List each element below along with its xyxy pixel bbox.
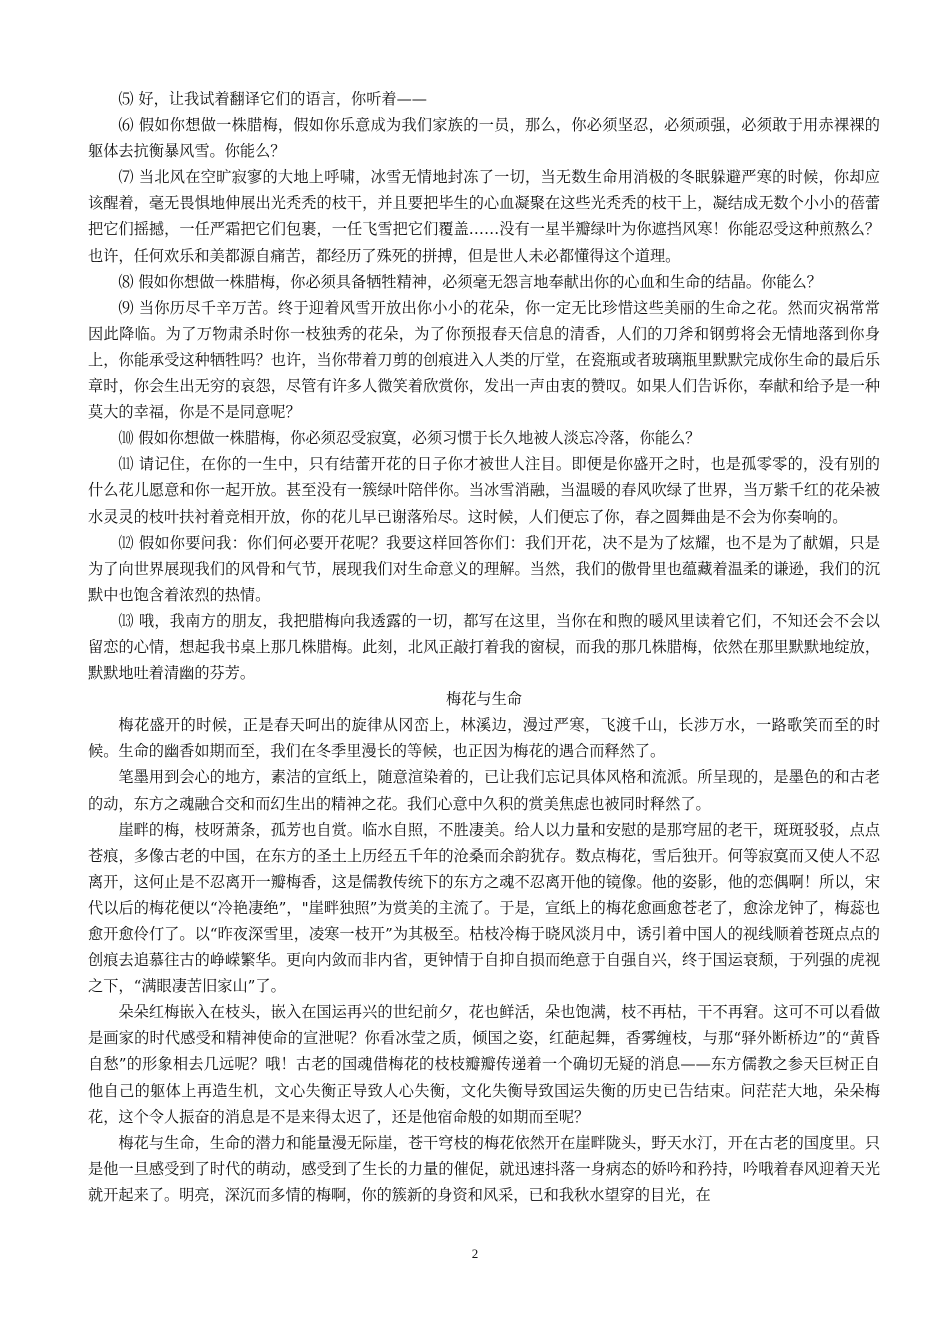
paragraph-7: ⑺ 当北风在空旷寂寥的大地上呼啸，冰雪无情地封冻了一切，当无数生命用消极的冬眠躲避严寒的时候，你却应该醒着，毫无畏惧地伸展出光秃秃的枝干，并且要把毕生的心血凝聚在这些光秃秃的枝干上，凝结成无数个小小的蓓蕾把它们摇撼，一任严霜把它们包裹，一任飞雪把它们覆盖……没有一星半瓣绿叶为你遮挡风寒！你能忍受这种煎熬么？也许，任何欢乐和美都源自痛苦，都经历了殊死的拼搏，但是世人未必都懂得这个道理。 [88, 168, 880, 265]
essay-paragraph-3: 崖畔的梅，枝呀萧条，孤芳也自赏。临水自照，不胜凄美。给人以力量和安慰的是那穹屈的老干，斑斑驳驳，点点苍痕，多像古老的中国，在东方的圣土上历经五千年的沧桑而余韵犹存。数点梅花，雪后独开。何等寂寞而又使人不忍离开，这何止是不忍离开一瓣梅香，这是儒教传统下的东方之魂不忍离开他的镜像。他的姿影，他的恋偶啊！所以，宋代以后的梅花便以“冷艳凄绝”，"崖畔独照”为赏美的主流了。于是，宣纸上的梅花愈画愈苍老了，愈涂龙钟了，梅蕊也愈开愈伶仃了。以“昨夜深雪里，凌寒一枝开”为其极至。枯枝冷梅于晓风淡月中，诱引着中国人的视线顺着苍斑点点的创痕去追慕往古的峥嵘繁华。更向内敛而非内省，更钟情于自抑自损而绝意于自强自兴，终于国运衰颓，于列强的虎视之下，“满眼凄苦旧家山”了。 [88, 820, 880, 996]
paragraph-9: ⑼ 当你历尽千辛万苦。终于迎着风雪开放出你小小的花朵，你一定无比珍惜这些美丽的生命之花。然而灾祸常常因此降临。为了万物肃杀时你一枝独秀的花朵，为了你预报春天信息的清香，人们的刀斧和钢剪将会无情地落到你身上，你能承受这种牺牲吗？也许，当你带着刀剪的创痕进入人类的厅堂，在瓷瓶或者玻璃瓶里默默完成你生命的最后乐章时，你会生出无穷的哀怨，尽管有许多人微笑着欣赏你，发出一声由衷的赞叹。如果人们告诉你，奉献和给予是一种莫大的幸福，你是不是同意呢？ [88, 298, 880, 422]
paragraph-13: ⒀ 哦，我南方的朋友，我把腊梅向我透露的一切，都写在这里，当你在和煦的暖风里读着它们，不知还会不会以留恋的心情，想起我书桌上那几株腊梅。此刻，北风正敲打着我的窗棂，而我的那几株腊梅，依然在那里默默地绽放，默默地吐着清幽的芬芳。 [88, 611, 880, 683]
essay-paragraph-4: 朵朵红梅嵌入在枝头，嵌入在国运再兴的世纪前夕，花也鲜活，朵也饱满，枝不再枯，干不再窘。这可不可以看做是画家的时代感受和精神使命的宣泄呢？你看冰莹之质，倾国之姿，红葩起舞，香雾缠枝，与那“驿外断桥边”的“黄昏自愁”的形象相去几远呢？哦！古老的国魂借梅花的枝枝瓣瓣传递着一个确切无疑的消息——东方儒教之参天巨树正自他自己的躯体上再造生机，文心失衡正导致人心失衡，文化失衡导致国运失衡的历史已告结束。问茫茫大地，朵朵梅花，这个令人振奋的消息是不是来得太迟了，还是他宿命般的如期而至呢？ [88, 1003, 880, 1126]
paragraph-6: ⑹ 假如你想做一株腊梅，假如你乐意成为我们家族的一员，那么，你必须坚忍，必须顽强，必须敢于用赤裸裸的躯体去抗衡暴风雪。你能么？ [88, 116, 880, 161]
paragraph-11: ⑾ 请记住，在你的一生中，只有结蕾开花的日子你才被世人注目。即便是你盛开之时，也是孤零零的，没有别的什么花儿愿意和你一起开放。甚至没有一簇绿叶陪伴你。当冰雪消融，当温暖的春风吹绿了世界，当万紫千红的花朵被水灵灵的枝叶扶衬着竞相开放，你的花儿早已谢落殆尽。这时候，人们便忘了你，春之圆舞曲是不会为你奏响的。 [88, 455, 880, 526]
paragraph-12: ⑿ 假如你要问我：你们何必要开花呢？我要这样回答你们：我们开花，决不是为了炫耀，也不是为了献媚，只是为了向世界展现我们的风骨和气节，展现我们对生命意义的理解。当然，我们的傲骨里也蕴藏着温柔的谦逊，我们的沉默中也饱含着浓烈的热情。 [88, 533, 880, 604]
document-body [88, 86, 880, 1208]
essay-title: 梅花与生命 [446, 690, 522, 709]
paragraph-8: ⑻ 假如你想做一株腊梅，你必须具备牺牲精神，必须毫无怨言地奉献出你的心血和生命的结晶。你能么？ [118, 272, 822, 291]
page-number: 2 [471, 1246, 479, 1261]
essay-paragraph-1: 梅花盛开的时候，正是春天呵出的旋律从冈峦上，林溪边，漫过严寒，飞渡千山，长涉万水，一路歌笑而至的时候。生命的幽香如期而至，我们在冬季里漫长的等候，也正因为梅花的遇合而释然了。 [88, 716, 880, 761]
paragraph-10: ⑽ 假如你想做一株腊梅，你必须忍受寂寞，必须习惯于长久地被人淡忘冷落，你能么？ [118, 429, 701, 448]
essay-paragraph-2: 笔墨用到会心的地方，素洁的宣纸上，随意渲染着的，已让我们忘记具体风格和流派。所呈现的，是墨色的和古老的动，东方之魂融合交和而幻生出的精神之花。我们心意中久积的赏美焦虑也被同时释然了。 [88, 768, 880, 813]
essay-paragraph-5: 梅花与生命，生命的潜力和能量漫无际崖，苍干穹枝的梅花依然开在崖畔陇头，野天水汀，开在古老的国度里。只是他一旦感受到了时代的萌动，感受到了生长的力量的催促，就迅速抖落一身病态的娇吟和矜持，吟哦着春风迎着天光就开起来了。明亮，深沉而多情的梅啊，你的簇新的身资和风采，已和我秋水望穿的目光，在 [88, 1133, 880, 1204]
paragraph-5: ⑸ 好，让我试着翻译它们的语言，你听着—— [118, 90, 427, 108]
